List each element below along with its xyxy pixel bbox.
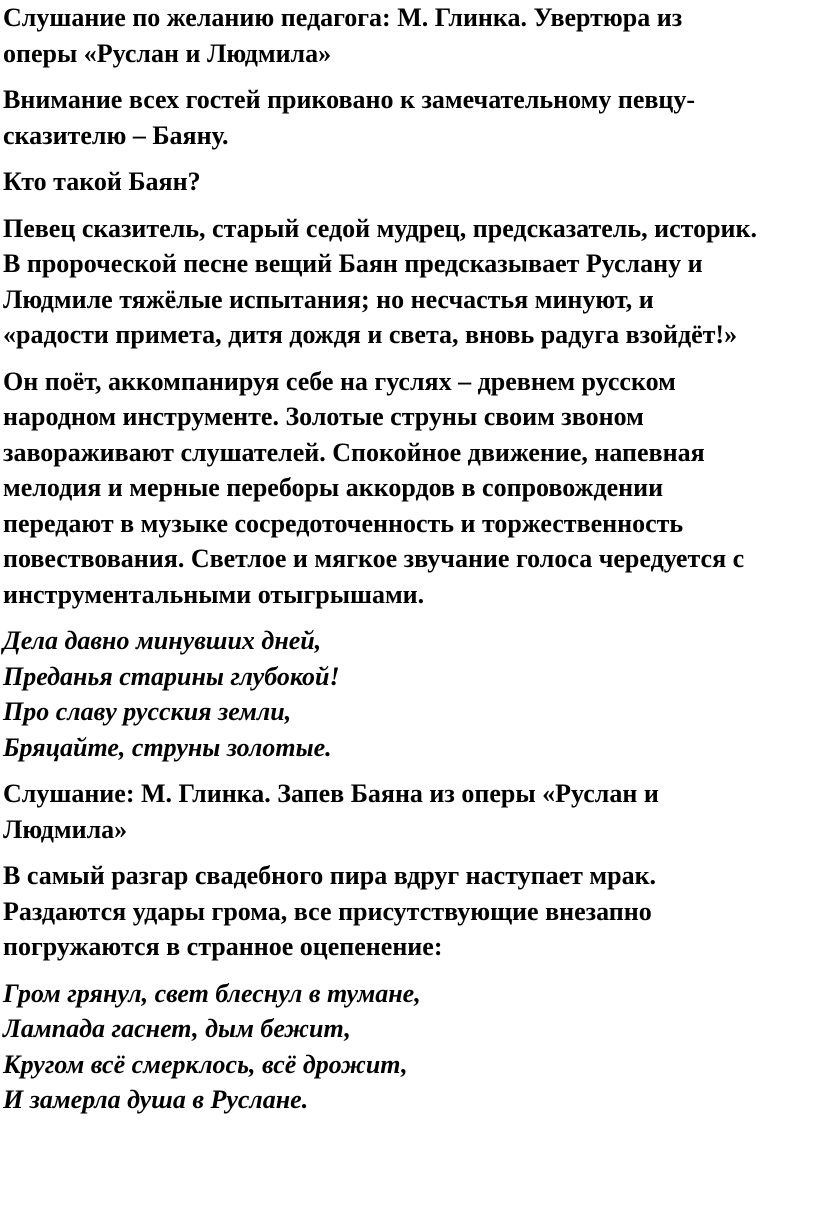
- text-line: оперы «Руслан и Людмила»: [3, 38, 332, 68]
- paragraph-gusli: [3, 364, 816, 613]
- text-line: завораживают слушателей. Спокойное движение, напевная: [3, 437, 705, 467]
- text-line: Внимание всех гостей приковано к замечательному певцу-: [3, 85, 696, 114]
- text-line: «радости примета, дитя дождя и света, вновь радуга взойдёт!»: [3, 320, 738, 349]
- verse-line: И замерла душа в Руслане.: [3, 1085, 309, 1114]
- paragraph-bayan-intro: [3, 82, 816, 153]
- text-line: В пророческой песне вещий Баян предсказывает Руслану и: [3, 249, 703, 278]
- text-line: мелодия и мерные переборы аккордов в сопровождении: [3, 473, 664, 502]
- text-line: инструментальными отыгрышами.: [3, 579, 425, 609]
- verse-line: Гром грянул, свет блеснул в тумане,: [3, 978, 421, 1008]
- question-who-is-bayan: [3, 164, 816, 200]
- verse-line: Преданья старины глубокой!: [3, 661, 340, 691]
- text-line: Он поёт, аккомпанируя себе на гуслях – древнем русском: [3, 366, 676, 396]
- verse-line: Кругом всё смерклось, всё дрожит,: [3, 1049, 408, 1079]
- text-line: Людмила»: [3, 814, 128, 844]
- text-line: народном инструменте. Золотые струны своим звоном: [3, 402, 644, 431]
- verse-line: Лампада гаснет, дым бежит,: [3, 1014, 351, 1043]
- paragraph-bayan-description: [3, 211, 816, 353]
- text-line: Слушание по желанию педагога: М. Глинка. Увертюра из: [3, 3, 683, 32]
- text-line: В самый разгар свадебного пира вдруг наступает мрак.: [3, 861, 657, 890]
- verse-bayan-song: [3, 623, 816, 765]
- text-line: Певец сказитель, старый седой мудрец, предсказатель, историк.: [3, 213, 757, 243]
- text-line: передают в музыке сосредоточенность и торжественность: [3, 508, 684, 538]
- text-line: Раздаются удары грома, все присутствующие внезапно: [3, 896, 652, 926]
- text-line: Слушание: М. Глинка. Запев Баяна из оперы «Руслан и: [3, 779, 659, 808]
- text-line: сказителю – Баяну.: [3, 120, 229, 150]
- verse-thunder: [3, 976, 816, 1118]
- listening-heading-overture: [3, 0, 816, 71]
- text-line: Кто такой Баян?: [3, 167, 201, 196]
- listening-heading-bayan: [3, 776, 816, 847]
- verse-line: Дела давно минувших дней,: [3, 626, 322, 655]
- paragraph-wedding-feast: [3, 858, 816, 965]
- text-line: погружаются в странное оцепенение:: [3, 932, 443, 961]
- verse-line: Бряцайте, струны золотые.: [3, 732, 332, 762]
- text-line: Людмиле тяжёлые испытания; но несчастья минуют, и: [3, 284, 654, 314]
- verse-line: Про славу русския земли,: [3, 697, 292, 726]
- text-line: повествования. Светлое и мягкое звучание голоса чередуется с: [3, 544, 745, 573]
